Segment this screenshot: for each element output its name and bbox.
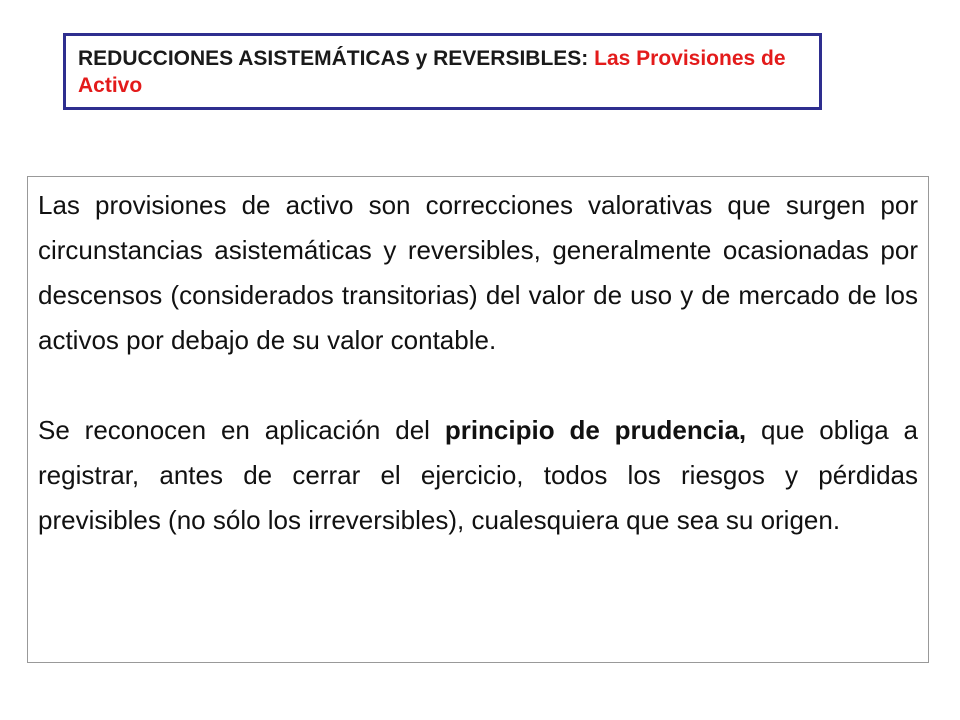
paragraph-prudence-after: que obliga a registrar, antes de cerrar el ejercicio, todos los riesgos y pérdidas previsibles (no sólo los irreversibles), cualesquiera que sea su origen.: [38, 415, 918, 535]
prudence-principle-term: principio de prudencia,: [444, 415, 747, 445]
paragraph-prudence: [38, 408, 918, 543]
paragraph-prudence-before: Se reconocen en aplicación del: [38, 415, 445, 445]
slide-title-highlight: Las Provisiones de Activo: [78, 47, 786, 97]
slide-title-box: [63, 33, 822, 110]
content-box: [27, 176, 929, 663]
slide-title: [78, 45, 807, 99]
slide-title-main: REDUCCIONES ASISTEMÁTICAS y REVERSIBLES:: [78, 47, 595, 70]
paragraph-definition: Las provisiones de activo son correcciones valorativas que surgen por circunstancias asistemáticas y reversibles, generalmente ocasionadas por descensos (considerados transitorias) del valor de uso y de mercado de los activos por debajo de su valor contable.: [38, 190, 918, 355]
